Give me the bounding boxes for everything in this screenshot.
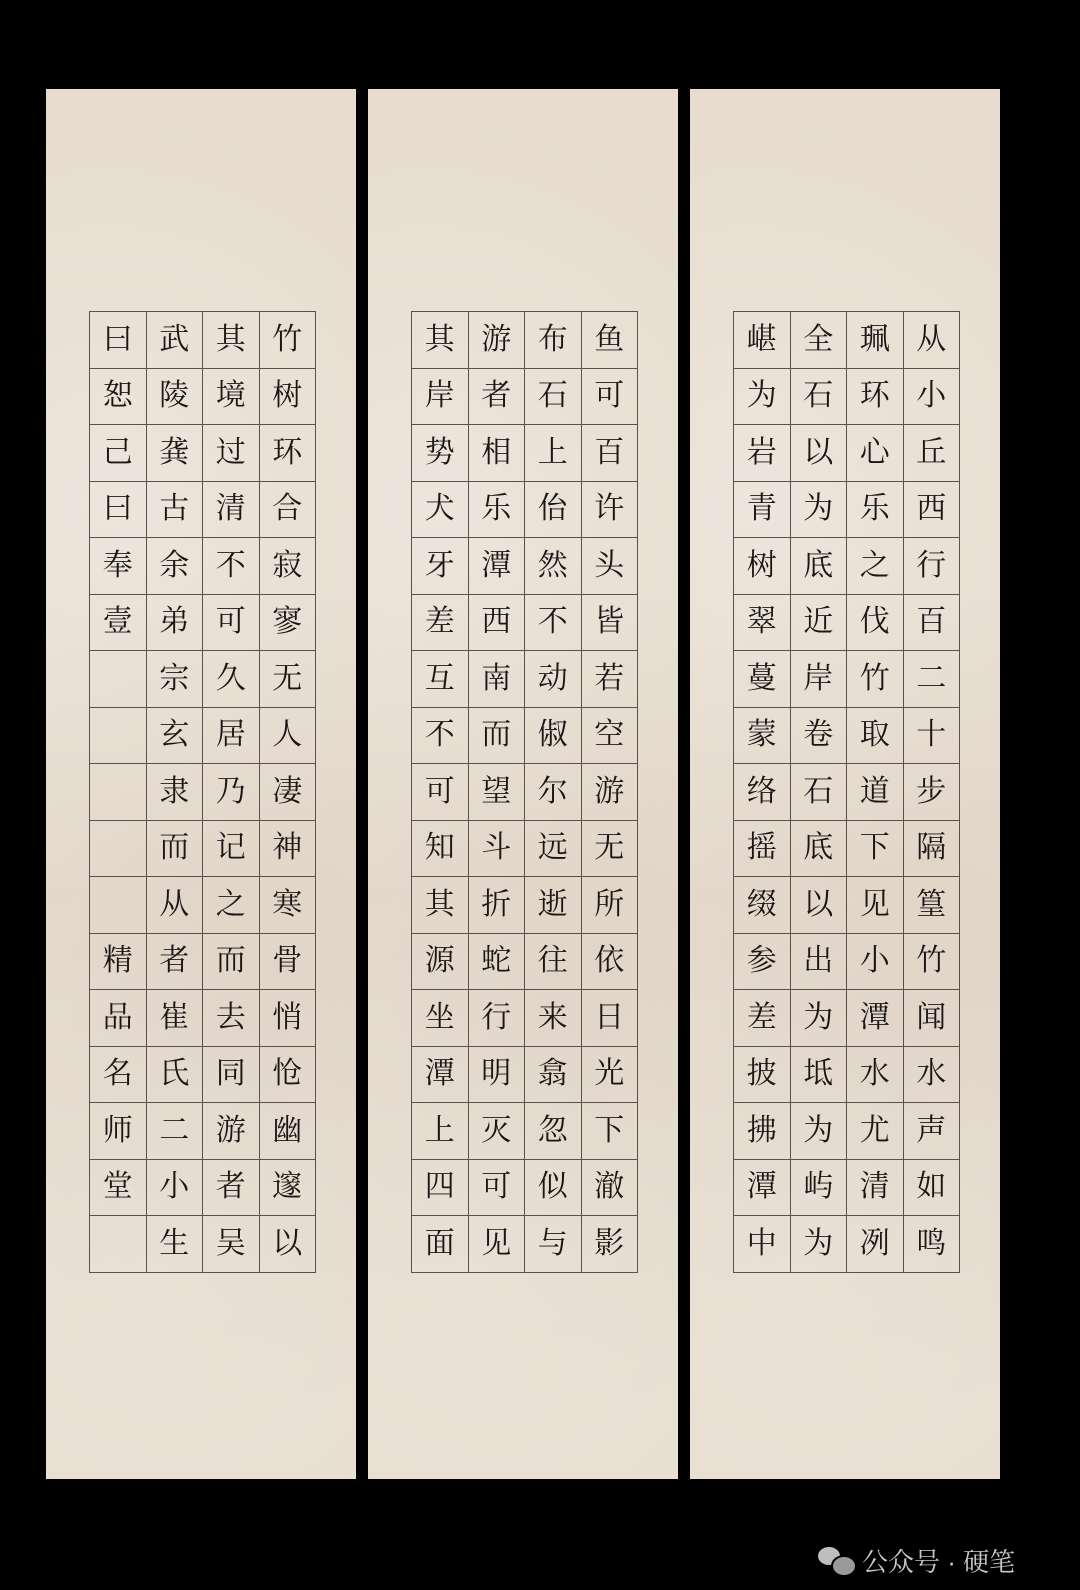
grid-cell: 隔 [904, 821, 961, 878]
grid-cell: 丘 [904, 425, 961, 482]
grid-cell: 游 [203, 1103, 260, 1160]
grid-cell: 动 [525, 651, 582, 708]
grid-cell: 己 [90, 425, 147, 482]
grid-cell: 底 [791, 821, 848, 878]
grid-cell: 青 [734, 482, 791, 539]
grid-cell: 乐 [469, 482, 526, 539]
grid-cell: 鱼 [582, 312, 639, 369]
grid-cell: 寒 [260, 877, 317, 934]
character-grid [733, 311, 960, 1273]
grid-cell: 犬 [412, 482, 469, 539]
grid-cell [90, 708, 147, 765]
grid-cell: 人 [260, 708, 317, 765]
grid-cell: 玄 [147, 708, 204, 765]
grid-cell: 过 [203, 425, 260, 482]
grid-cell: 相 [469, 425, 526, 482]
grid-cell: 崔 [147, 990, 204, 1047]
grid-cell: 小 [904, 369, 961, 426]
grid-cell: 逝 [525, 877, 582, 934]
scroll-panel-middle [368, 89, 678, 1479]
grid-cell: 幽 [260, 1103, 317, 1160]
grid-cell: 古 [147, 482, 204, 539]
grid-cell: 如 [904, 1160, 961, 1217]
grid-cell: 近 [791, 595, 848, 652]
scroll-panel-right [690, 89, 1000, 1479]
grid-cell: 互 [412, 651, 469, 708]
grid-cell: 坐 [412, 990, 469, 1047]
grid-cell: 为 [791, 482, 848, 539]
grid-cell: 百 [904, 595, 961, 652]
grid-cell: 其 [412, 312, 469, 369]
watermark-text: 公众号 · 硬笔 [862, 1546, 1016, 1577]
grid-cell: 翠 [734, 595, 791, 652]
grid-cell: 生 [147, 1216, 204, 1273]
grid-cell: 拂 [734, 1103, 791, 1160]
grid-cell: 境 [203, 369, 260, 426]
grid-cell: 中 [734, 1216, 791, 1273]
grid-cell: 所 [582, 877, 639, 934]
grid-cell: 寂 [260, 538, 317, 595]
grid-cell: 其 [412, 877, 469, 934]
grid-cell: 竹 [904, 934, 961, 991]
grid-cell: 源 [412, 934, 469, 991]
grid-cell: 蔓 [734, 651, 791, 708]
grid-cell: 者 [203, 1160, 260, 1217]
grid-cell: 嵁 [734, 312, 791, 369]
grid-cell: 武 [147, 312, 204, 369]
grid-cell: 乐 [847, 482, 904, 539]
grid-cell: 可 [582, 369, 639, 426]
grid-cell: 宗 [147, 651, 204, 708]
grid-cell: 以 [791, 877, 848, 934]
grid-cell: 清 [847, 1160, 904, 1217]
grid-cell: 石 [791, 764, 848, 821]
grid-cell: 神 [260, 821, 317, 878]
grid-cell: 潭 [412, 1047, 469, 1104]
grid-cell: 参 [734, 934, 791, 991]
grid-cell: 陵 [147, 369, 204, 426]
grid-cell: 往 [525, 934, 582, 991]
grid-cell: 似 [525, 1160, 582, 1217]
grid-cell: 络 [734, 764, 791, 821]
grid-cell: 品 [90, 990, 147, 1047]
grid-cell: 面 [412, 1216, 469, 1273]
grid-cell: 底 [791, 538, 848, 595]
grid-cell: 出 [791, 934, 848, 991]
character-grid [89, 311, 316, 1273]
grid-cell: 斗 [469, 821, 526, 878]
grid-cell: 水 [904, 1047, 961, 1104]
grid-cell: 小 [147, 1160, 204, 1217]
grid-cell: 去 [203, 990, 260, 1047]
grid-cell: 冽 [847, 1216, 904, 1273]
grid-cell: 差 [412, 595, 469, 652]
grid-cell: 之 [203, 877, 260, 934]
grid-cell: 无 [260, 651, 317, 708]
grid-cell: 合 [260, 482, 317, 539]
grid-cell: 清 [203, 482, 260, 539]
grid-cell: 心 [847, 425, 904, 482]
grid-cell: 邃 [260, 1160, 317, 1217]
grid-cell: 环 [847, 369, 904, 426]
grid-cell: 壹 [90, 595, 147, 652]
grid-cell: 小 [847, 934, 904, 991]
grid-cell: 可 [203, 595, 260, 652]
grid-cell: 百 [582, 425, 639, 482]
grid-cell: 头 [582, 538, 639, 595]
grid-cell: 取 [847, 708, 904, 765]
grid-cell: 曰 [90, 312, 147, 369]
grid-cell: 之 [847, 538, 904, 595]
grid-cell: 名 [90, 1047, 147, 1104]
scroll-panel-left [46, 89, 356, 1479]
grid-cell: 闻 [904, 990, 961, 1047]
grid-cell: 折 [469, 877, 526, 934]
grid-cell: 西 [469, 595, 526, 652]
grid-cell: 岩 [734, 425, 791, 482]
grid-cell: 可 [412, 764, 469, 821]
grid-cell: 然 [525, 538, 582, 595]
grid-cell: 珮 [847, 312, 904, 369]
grid-cell: 岸 [791, 651, 848, 708]
grid-cell: 蒙 [734, 708, 791, 765]
grid-cell: 坻 [791, 1047, 848, 1104]
grid-cell: 许 [582, 482, 639, 539]
grid-cell: 其 [203, 312, 260, 369]
character-grid [411, 311, 638, 1273]
grid-cell: 与 [525, 1216, 582, 1273]
grid-cell: 缀 [734, 877, 791, 934]
grid-cell: 见 [847, 877, 904, 934]
grid-cell: 佁 [525, 482, 582, 539]
grid-cell: 吴 [203, 1216, 260, 1273]
grid-cell: 见 [469, 1216, 526, 1273]
grid-cell: 望 [469, 764, 526, 821]
grid-cell: 下 [847, 821, 904, 878]
grid-cell: 为 [791, 1216, 848, 1273]
grid-cell: 知 [412, 821, 469, 878]
grid-cell: 披 [734, 1047, 791, 1104]
grid-cell: 摇 [734, 821, 791, 878]
grid-cell: 鸣 [904, 1216, 961, 1273]
grid-cell: 空 [582, 708, 639, 765]
grid-cell: 隶 [147, 764, 204, 821]
grid-cell: 弟 [147, 595, 204, 652]
grid-cell: 俶 [525, 708, 582, 765]
grid-cell: 精 [90, 934, 147, 991]
grid-cell: 竹 [260, 312, 317, 369]
grid-cell: 记 [203, 821, 260, 878]
grid-cell: 澈 [582, 1160, 639, 1217]
grid-cell: 悄 [260, 990, 317, 1047]
grid-cell: 差 [734, 990, 791, 1047]
grid-cell: 翕 [525, 1047, 582, 1104]
grid-cell: 上 [412, 1103, 469, 1160]
grid-cell: 影 [582, 1216, 639, 1273]
grid-cell: 光 [582, 1047, 639, 1104]
grid-cell: 余 [147, 538, 204, 595]
grid-cell: 步 [904, 764, 961, 821]
wechat-icon [818, 1545, 854, 1575]
grid-cell: 二 [904, 651, 961, 708]
grid-cell: 而 [203, 934, 260, 991]
grid-cell: 无 [582, 821, 639, 878]
grid-cell: 二 [147, 1103, 204, 1160]
grid-cell: 布 [525, 312, 582, 369]
grid-cell [90, 1216, 147, 1273]
grid-cell: 下 [582, 1103, 639, 1160]
grid-cell: 全 [791, 312, 848, 369]
grid-cell: 游 [582, 764, 639, 821]
grid-cell: 潭 [847, 990, 904, 1047]
grid-cell: 为 [734, 369, 791, 426]
grid-cell: 为 [791, 990, 848, 1047]
grid-cell: 道 [847, 764, 904, 821]
grid-cell: 为 [791, 1103, 848, 1160]
grid-cell: 者 [147, 934, 204, 991]
grid-cell: 石 [525, 369, 582, 426]
grid-cell: 忽 [525, 1103, 582, 1160]
grid-cell: 不 [203, 538, 260, 595]
grid-cell: 尔 [525, 764, 582, 821]
grid-cell: 行 [469, 990, 526, 1047]
grid-cell: 岸 [412, 369, 469, 426]
grid-cell: 从 [147, 877, 204, 934]
grid-cell: 游 [469, 312, 526, 369]
grid-cell: 氏 [147, 1047, 204, 1104]
grid-cell: 伐 [847, 595, 904, 652]
grid-cell: 以 [791, 425, 848, 482]
grid-cell: 居 [203, 708, 260, 765]
grid-cell: 屿 [791, 1160, 848, 1217]
grid-cell: 四 [412, 1160, 469, 1217]
grid-cell: 来 [525, 990, 582, 1047]
grid-cell: 灭 [469, 1103, 526, 1160]
grid-cell: 潭 [734, 1160, 791, 1217]
grid-cell: 骨 [260, 934, 317, 991]
grid-cell: 依 [582, 934, 639, 991]
grid-cell: 曰 [90, 482, 147, 539]
grid-cell: 上 [525, 425, 582, 482]
grid-cell: 蛇 [469, 934, 526, 991]
grid-cell: 石 [791, 369, 848, 426]
grid-cell: 久 [203, 651, 260, 708]
grid-cell: 尤 [847, 1103, 904, 1160]
grid-cell: 怆 [260, 1047, 317, 1104]
grid-cell: 龚 [147, 425, 204, 482]
grid-cell: 势 [412, 425, 469, 482]
grid-cell: 竹 [847, 651, 904, 708]
grid-cell: 篁 [904, 877, 961, 934]
grid-cell: 环 [260, 425, 317, 482]
grid-cell: 牙 [412, 538, 469, 595]
grid-cell: 而 [147, 821, 204, 878]
grid-cell: 明 [469, 1047, 526, 1104]
grid-cell: 而 [469, 708, 526, 765]
grid-cell: 不 [525, 595, 582, 652]
grid-cell: 声 [904, 1103, 961, 1160]
grid-cell: 水 [847, 1047, 904, 1104]
grid-cell: 堂 [90, 1160, 147, 1217]
grid-cell: 树 [734, 538, 791, 595]
grid-cell: 者 [469, 369, 526, 426]
watermark [818, 1540, 1015, 1580]
grid-cell: 潭 [469, 538, 526, 595]
grid-cell: 行 [904, 538, 961, 595]
grid-cell: 十 [904, 708, 961, 765]
grid-cell: 不 [412, 708, 469, 765]
grid-cell: 可 [469, 1160, 526, 1217]
grid-cell: 师 [90, 1103, 147, 1160]
grid-cell: 恕 [90, 369, 147, 426]
grid-cell: 同 [203, 1047, 260, 1104]
grid-cell: 从 [904, 312, 961, 369]
grid-cell: 南 [469, 651, 526, 708]
grid-cell: 西 [904, 482, 961, 539]
grid-cell [90, 877, 147, 934]
grid-cell [90, 821, 147, 878]
grid-cell [90, 764, 147, 821]
grid-cell: 日 [582, 990, 639, 1047]
grid-cell: 卷 [791, 708, 848, 765]
grid-cell [90, 651, 147, 708]
grid-cell: 乃 [203, 764, 260, 821]
grid-cell: 奉 [90, 538, 147, 595]
grid-cell: 以 [260, 1216, 317, 1273]
grid-cell: 远 [525, 821, 582, 878]
grid-cell: 树 [260, 369, 317, 426]
grid-cell: 凄 [260, 764, 317, 821]
grid-cell: 寥 [260, 595, 317, 652]
grid-cell: 皆 [582, 595, 639, 652]
grid-cell: 若 [582, 651, 639, 708]
